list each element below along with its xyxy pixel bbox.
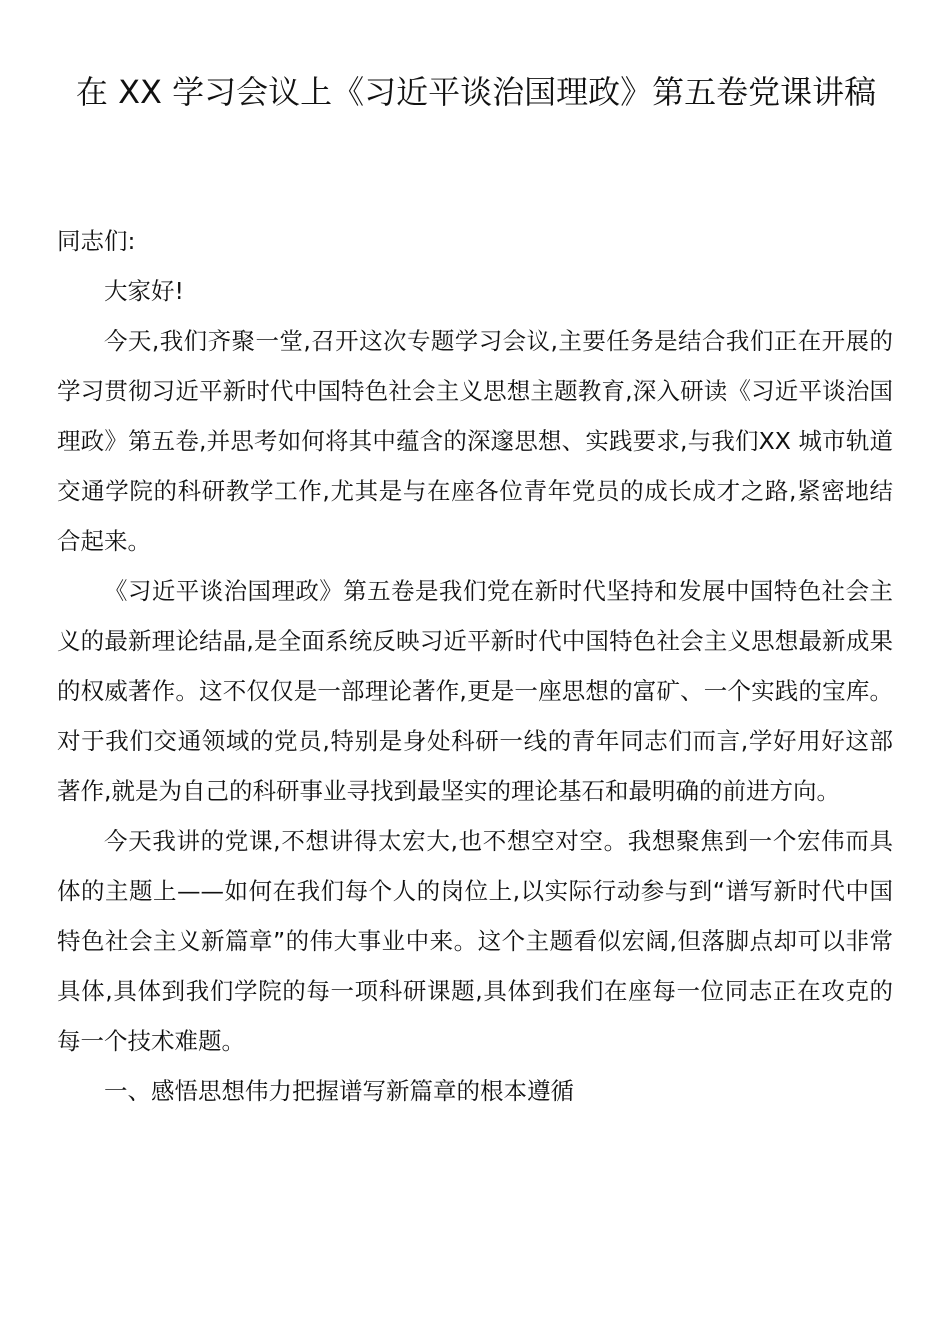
document-title: 在 XX 学习会议上《习近平谈治国理政》第五卷党课讲稿 bbox=[75, 73, 877, 111]
salutation: 同志们: bbox=[57, 227, 136, 255]
paragraph-lecture-theme: 今天我讲的党课,不想讲得太宏大,也不想空对空。我想聚焦到一个宏伟而具体的主题上——如何在我们每个人的岗位上,以实际行动参与到“谱写新时代中国特色社会主义新篇章”的伟大事业中来。这个主题看似宏阔,但落脚点却可以非常具体,具体到我们学院的每一项科研课题,具体到我们在座每一位同志正在攻克的每一个技术难题。 bbox=[57, 827, 893, 1055]
paragraph-book-significance: 《习近平谈治国理政》第五卷是我们党在新时代坚持和发展中国特色社会主义的最新理论结晶,是全面系统反映习近平新时代中国特色社会主义思想最新成果的权威著作。这不仅仅是一部理论著作,更是一座思想的富矿、一个实践的宝库。对于我们交通领域的党员,特别是身处科研一线的青年同志们而言,学好用好这部著作,就是为自己的科研事业寻找到最坚实的理论基石和最明确的前进方向。 bbox=[57, 577, 893, 805]
paragraph-intro: 今天,我们齐聚一堂,召开这次专题学习会议,主要任务是结合我们正在开展的学习贯彻习近平新时代中国特色社会主义思想主题教育,深入研读《习近平谈治国理政》第五卷,并思考如何将其中蕴含的深邃思想、实践要求,与我们XX 城市轨道交通学院的科研教学工作,尤其是与在座各位青年党员的成长成才之路,紧密地结合起来。 bbox=[57, 327, 893, 555]
section-heading: 一、感悟思想伟力把握谱写新篇章的根本遵循 bbox=[104, 1077, 574, 1105]
greeting: 大家好! bbox=[104, 277, 184, 305]
document-body bbox=[57, 216, 893, 1116]
